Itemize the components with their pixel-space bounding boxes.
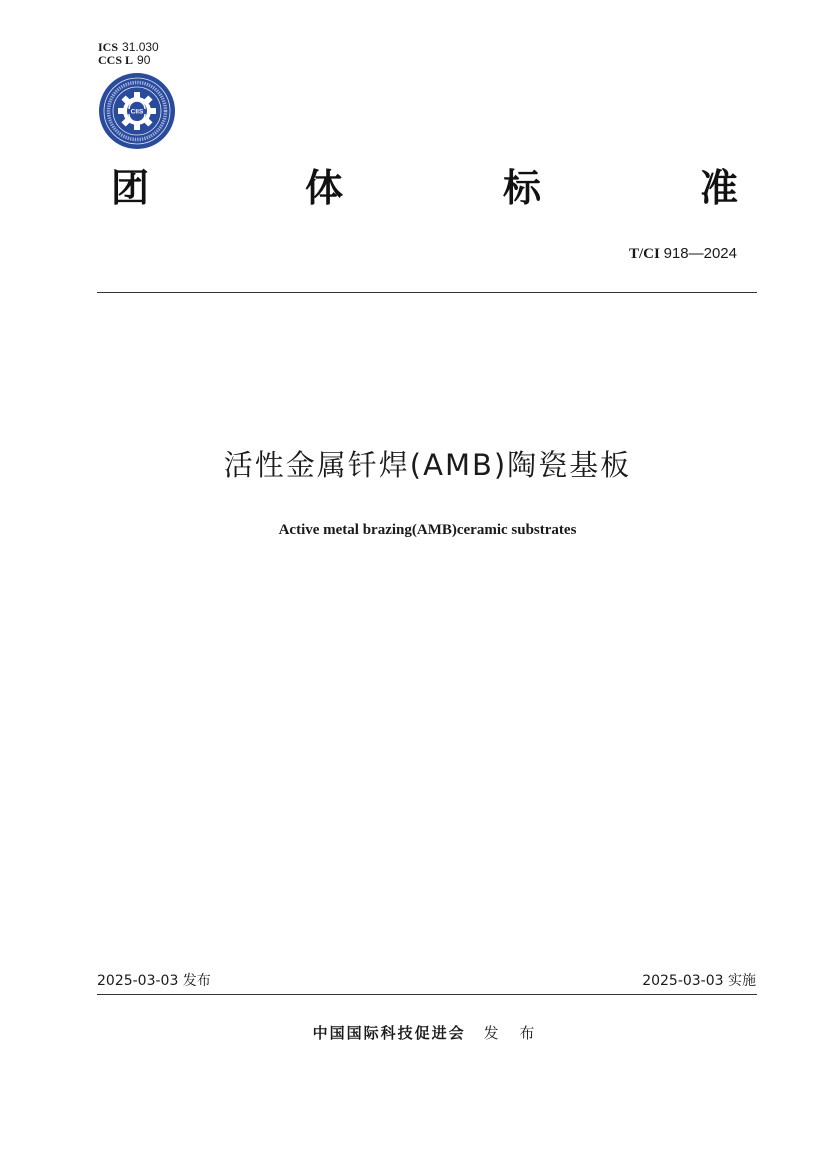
ccs-value: 90 bbox=[137, 53, 151, 67]
standard-prefix: T/CI bbox=[629, 246, 660, 262]
header-char-1: 团 bbox=[111, 166, 150, 210]
bottom-divider bbox=[97, 994, 757, 995]
title-english: Active metal brazing(AMB)ceramic substrates bbox=[278, 522, 577, 538]
standard-number bbox=[629, 245, 737, 263]
standard-code: 918—2024 bbox=[663, 245, 737, 262]
issue-date: 2025-03-03 发布 bbox=[97, 973, 211, 989]
title-chinese: 活性金属钎焊(AMB)陶瓷基板 bbox=[223, 448, 632, 482]
publisher-name: 中国国际科技促进会 bbox=[312, 1024, 466, 1042]
header-char-3: 标 bbox=[503, 166, 542, 210]
organization-seal-icon bbox=[98, 72, 176, 150]
implementation-date: 2025-03-03 实施 bbox=[642, 973, 756, 989]
ccs-label: CCS L bbox=[98, 53, 134, 67]
header-char-4: 准 bbox=[700, 166, 739, 210]
ics-value: 31.030 bbox=[122, 40, 159, 54]
top-divider bbox=[97, 292, 757, 293]
ics-label: ICS bbox=[98, 40, 119, 54]
publisher bbox=[0, 1022, 815, 1044]
publisher-verb: 发 布 bbox=[483, 1024, 543, 1042]
seal-emblem-text: CIIS bbox=[130, 108, 144, 116]
header-char-2: 体 bbox=[305, 166, 344, 210]
ccs-code bbox=[98, 54, 150, 67]
